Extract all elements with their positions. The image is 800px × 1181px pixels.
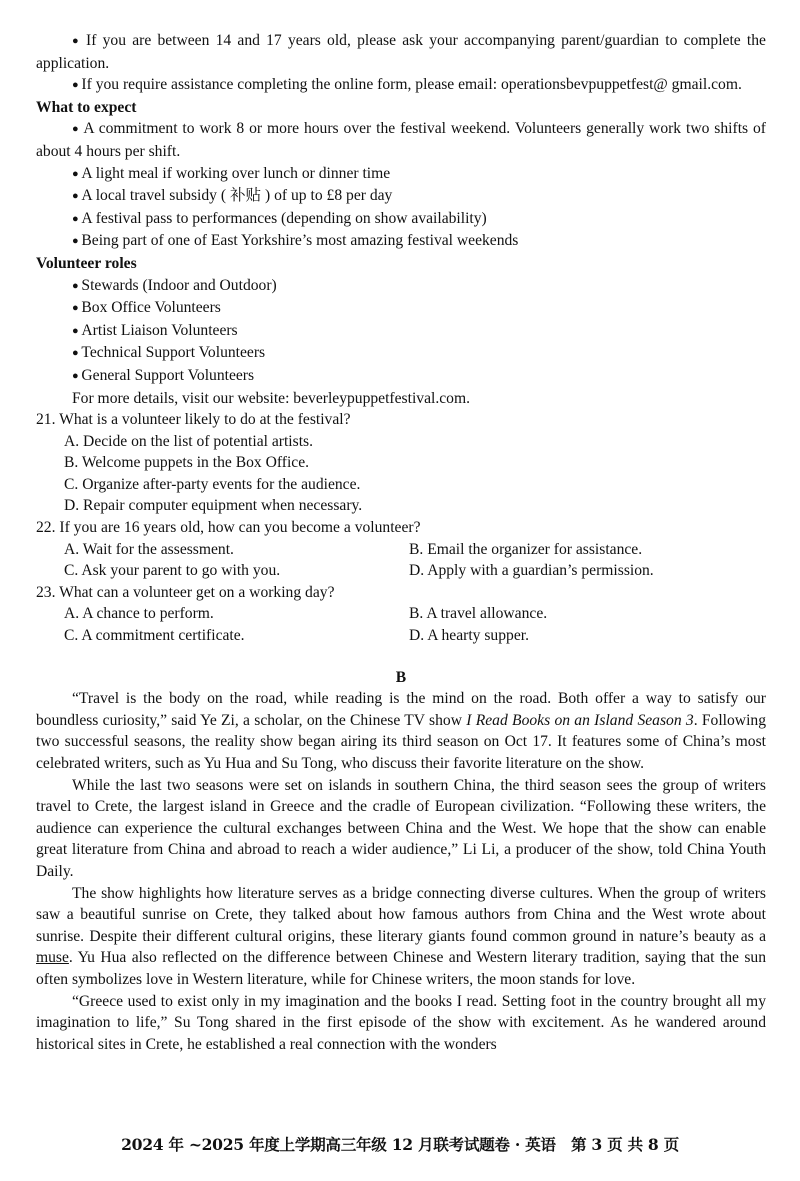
question-stem: 23. What can a volunteer get on a working day? (36, 583, 335, 601)
underlined-word: muse (36, 949, 69, 967)
expect-item: ● A light meal if working over lunch or dinner time (36, 163, 766, 186)
role-item: ● Box Office Volunteers (36, 297, 766, 320)
expect-item: ● A festival pass to performances (depending on show availability) (36, 208, 766, 231)
option: A. Wait for the assessment. (64, 540, 234, 558)
question-stem: 21. What is a volunteer likely to do at the festival? (36, 411, 351, 429)
intro-bullet: ● If you are between 14 and 17 years old, please ask your accompanying parent/guardian to complete the application. (36, 30, 766, 74)
expect-item: ● A commitment to work 8 or more hours over the festival weekend. Volunteers generally work two shifts of about 4 hours per shift. (36, 118, 766, 162)
question-stem: 22. If you are 16 years old, how can you become a volunteer? (36, 519, 421, 537)
option: C. Ask your parent to go with you. (64, 562, 281, 580)
intro-bullet: ● If you require assistance completing the online form, please email: operationsbevpuppetfest@ gmail.com. (36, 74, 766, 97)
exam-page (36, 30, 766, 1055)
question-21 (36, 409, 766, 517)
text: . Following two successful seasons, the reality show began airing its third season on Oct 17. It features some of China’s most celebrated writers, such as Yu Hua and Su Tong, who discuss their favorite literature on the show. (36, 711, 766, 772)
passage-paragraph (36, 883, 766, 991)
option: D. A hearty supper. (409, 627, 529, 645)
role-item: ● Artist Liaison Volunteers (36, 320, 766, 343)
text: The show highlights how literature serves as a bridge connecting diverse cultures. When the group of writers saw a beautiful sunrise on Crete, they talked about how famous authors from China and the West wrote about sunrise. Despite their different cultural origins, these literary giants found common ground in nature’s beauty as a (36, 884, 766, 945)
option: D. Apply with a guardian’s permission. (409, 562, 654, 580)
option: A. Decide on the list of potential artists. (64, 432, 314, 450)
option: C. Organize after-party events for the audience. (64, 475, 361, 493)
option: C. A commitment certificate. (64, 627, 245, 645)
expect-item: ● A local travel subsidy ( 补贴 ) of up to £8 per day (36, 185, 766, 208)
more-details: For more details, visit our website: beverleypuppetfestival.com. (72, 389, 470, 407)
option: B. Email the organizer for assistance. (409, 540, 643, 558)
option: A. A chance to perform. (64, 605, 214, 623)
expect-item: ● Being part of one of East Yorkshire’s most amazing festival weekends (36, 230, 766, 253)
role-item: ● Stewards (Indoor and Outdoor) (36, 275, 766, 298)
role-item: ● General Support Volunteers (36, 365, 766, 388)
option: B. A travel allowance. (409, 605, 548, 623)
passage-paragraph (36, 688, 766, 774)
show-title: I Read Books on an Island Season 3 (466, 711, 694, 729)
expect-heading: What to expect (36, 98, 137, 116)
option: D. Repair computer equipment when necessary. (64, 497, 363, 515)
passage-paragraph: “Greece used to exist only in my imagination and the books I read. Setting foot in the country brought all my imagination to life,” Su Tong shared in the first episode of the show with excitement. As he wandered around historical sites in Crete, he established a real connection with the wonders (36, 992, 766, 1053)
question-22 (36, 517, 766, 582)
question-23 (36, 582, 766, 647)
text: “Travel is the body on the road, while reading is the mind on the road. Both offer a way to satisfy our boundless curiosity,” said Ye Zi, a scholar, on the Chinese TV show (36, 690, 766, 729)
role-item: ● Technical Support Volunteers (36, 342, 766, 365)
section-b-label: B (395, 668, 407, 686)
passage-paragraph: While the last two seasons were set on islands in southern China, the third season sees the group of writers travel to Crete, the largest island in Greece and the cradle of European civilization. “Following these writers, the audience can experience the cultural exchanges between China and the West. We hope that the show can enable great literature from China and abroad to reach a wider audience,” Li Li, a producer of the show, told China Youth Daily. (36, 776, 766, 880)
text: . Yu Hua also reflected on the difference between Chinese and Western literary tradition, saying that the sun often symbolizes love in Western literature, while for Chinese writers, the moon stands for love. (36, 949, 766, 988)
roles-heading: Volunteer roles (36, 254, 137, 272)
page-footer: 2024 年 ~2025 年度上学期高三年级 12 月联考试题卷 · 英语 第 3 页 共 8 页 (121, 1135, 679, 1154)
option: B. Welcome puppets in the Box Office. (64, 454, 310, 472)
